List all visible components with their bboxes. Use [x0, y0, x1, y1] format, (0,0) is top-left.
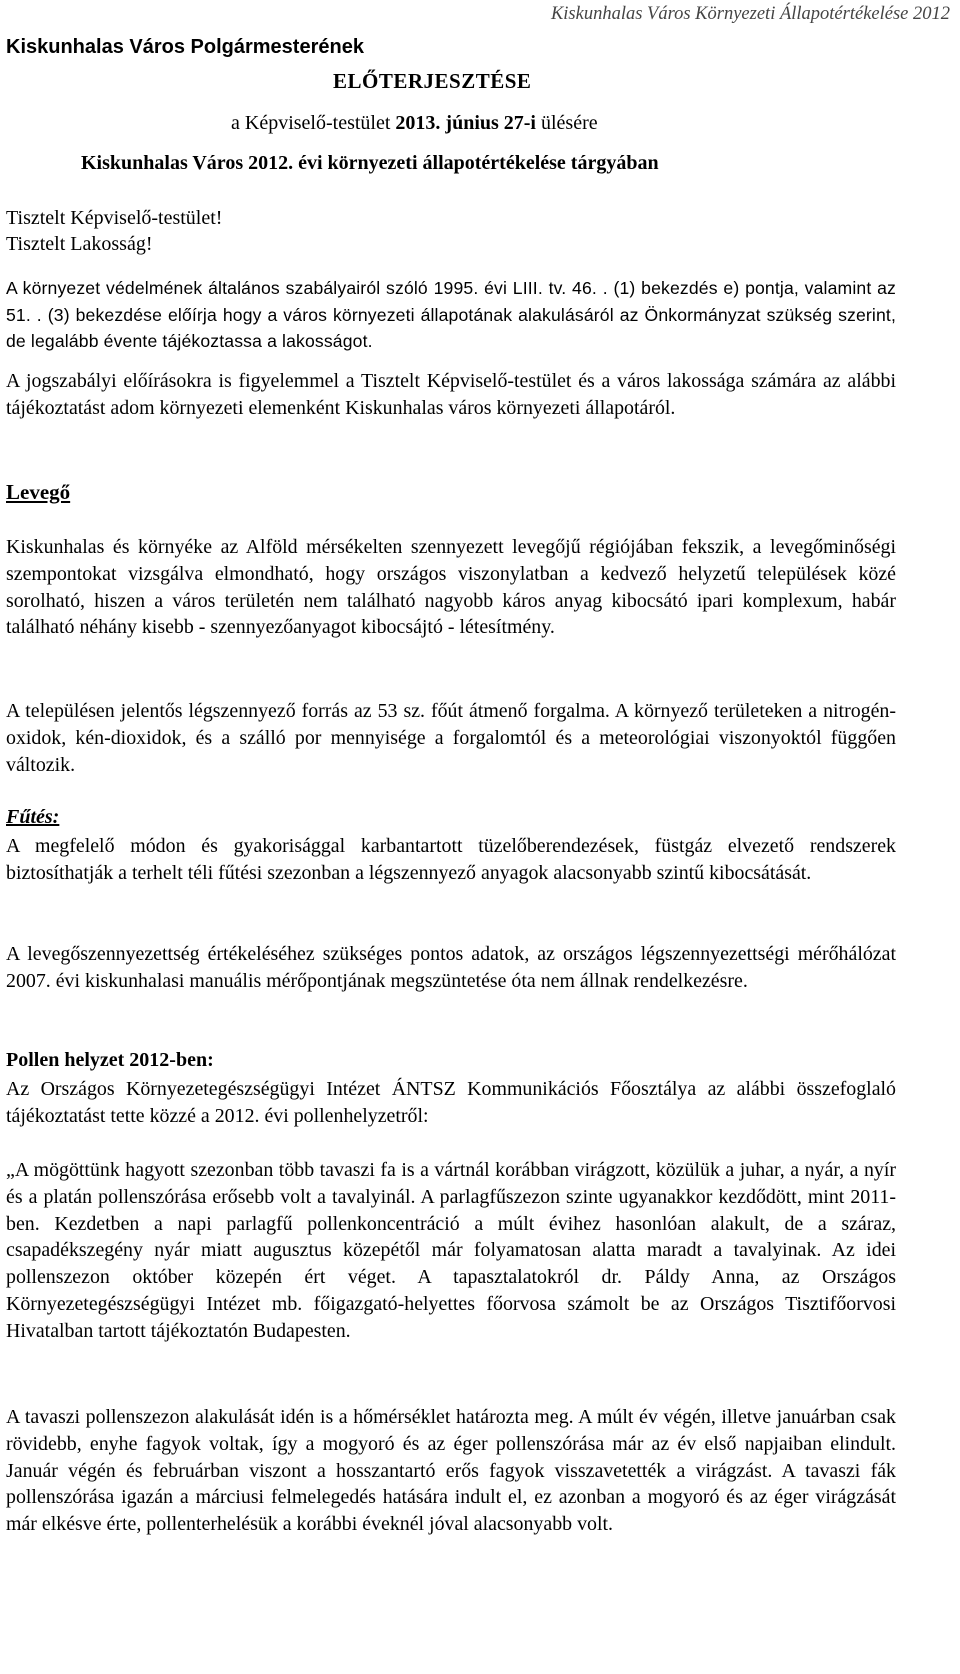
subject-line-rest: évi környezeti állapotértékelése tárgyában	[298, 152, 659, 174]
salutation-public: Tisztelt Lakosság!	[6, 233, 153, 255]
meeting-line	[231, 112, 598, 135]
air-paragraph-2: A településen jelentős légszennyező forrás az 53 sz. főút átmenő forgalma. A környező területeken a nitrogén-oxidok, kén-dioxidok, és a szálló por mennyisége a forgalomtól és a meteorológiai viszonyoktól függően változik.	[6, 700, 896, 776]
heating-paragraph-2: A levegőszennyezettség értékeléséhez szükséges pontos adatok, az országos légszennyezettségi mérőhálózat 2007. évi kiskunhalasi manuális mérőpontjának megszüntetése óta nem állnak rendelkezésre.	[6, 943, 896, 992]
intro-paragraph-2: A jogszabályi előírásokra is figyelemmel a Tisztelt Képviselő-testület és a város lakossága számára az alábbi tájékoztatást adom környezeti elemenként Kiskunhalas város környezeti állapotáról.	[6, 370, 896, 419]
sender-line: Kiskunhalas Város Polgármesterének	[6, 36, 364, 58]
meeting-line-prefix: a Képviselő-testület	[231, 112, 396, 134]
section-heading-air: Levegő	[6, 480, 71, 504]
air-paragraph-1: Kiskunhalas és környéke az Alföld mérsékelten szennyezett levegőjű régiójában fekszik, a levegőminőségi szempontokat vizsgálva elmondható, hogy országos viszonylatban a kedvező helyzetű települések közé sorolható, hiszen a város területén nem található nagyobb káros anyag kibocsátó ipari komplexum, habár található néhány kisebb - szennyezőanyagot kibocsájtó - létesítmény.	[6, 536, 896, 639]
heating-paragraph-1: A megfelelő módon és gyakorisággal karbantartott tüzelőberendezések, füstgáz elvezető rendszerek biztosíthatják a terhelt téli fűtési szezonban a légszennyező anyagok alacsonyabb szintű kibocsátását.	[6, 835, 896, 884]
salutation-council: Tisztelt Képviselő-testület!	[6, 207, 223, 229]
pollen-paragraph-1: Az Országos Környezetegészségügyi Intézet ÁNTSZ Kommunikációs Főosztálya az alábbi összefoglaló tájékoztatást tette közzé a 2012. évi pollenhelyzetről:	[6, 1078, 896, 1127]
meeting-date: 2013. június 27-i	[395, 112, 536, 134]
subject-line	[81, 152, 659, 175]
meeting-line-suffix: ülésére	[536, 112, 598, 134]
document-title: ELŐTERJESZTÉSE	[333, 69, 532, 93]
section-heading-pollen: Pollen helyzet 2012-ben:	[6, 1049, 214, 1071]
intro-paragraph-1: A környezet védelmének általános szabályairól szóló 1995. évi LIII. tv. 46. . (1) bekezdés e) pontja, valamint az 51. . (3) bekezdése előírja hogy a város környezeti állapotának alakulásáról az Önkormányzat szükség szerint, de legalább évente tájékoztassa a lakosságot.	[6, 278, 896, 351]
pollen-paragraph-2: „A mögöttünk hagyott szezonban több tavaszi fa is a vártnál korábban virágzott, közülük a juhar, a nyár, a nyír és a platán pollenszórása erősebb volt a tavalyinál. A parlagfűszezon szinte ugyanakkor kezdődött, mint 2011-ben. Kezdetben a napi parlagfű pollenkoncentráció a múlt évihez hasonlóan alakult, de a száraz, csapadékszegény nyár miatt augusztus közepétől már folyamatosan alatta maradt a tavalyinak. Az idei pollenszezon október közepén ért véget. A tapasztalatokról dr. Páldy Anna, az Országos Környezetegészségügyi Intézet mb. főigazgató-helyettes főorvosa számolt be az Országos Tisztifőorvosi Hivatalban tartott tájékoztatón Budapesten.	[6, 1159, 896, 1342]
subject-line-prefix: Kiskunhalas Város 2012.	[81, 152, 299, 174]
section-heading-heating: Fűtés:	[6, 806, 60, 828]
running-header: Kiskunhalas Város Környezeti Állapotértékelése 2012	[550, 4, 950, 24]
pollen-paragraph-3: A tavaszi pollenszezon alakulását idén is a hőmérséklet határozta meg. A múlt év végén, illetve januárban csak rövidebb, enyhe fagyok voltak, így a mogyoró és az éger pollenszórása már az év első napjaiban elindult. Január végén és februárban viszont a hosszantartó erős fagyok visszavetették a virágzást. A tavaszi fák pollenszórása igazán a márciusi felmelegedés hatására indult el, ez azonban a mogyoró és az éger virágzását már elkésve érte, pollenterhelésük a korábbi éveknél jóval alacsonyabb volt.	[6, 1406, 896, 1536]
